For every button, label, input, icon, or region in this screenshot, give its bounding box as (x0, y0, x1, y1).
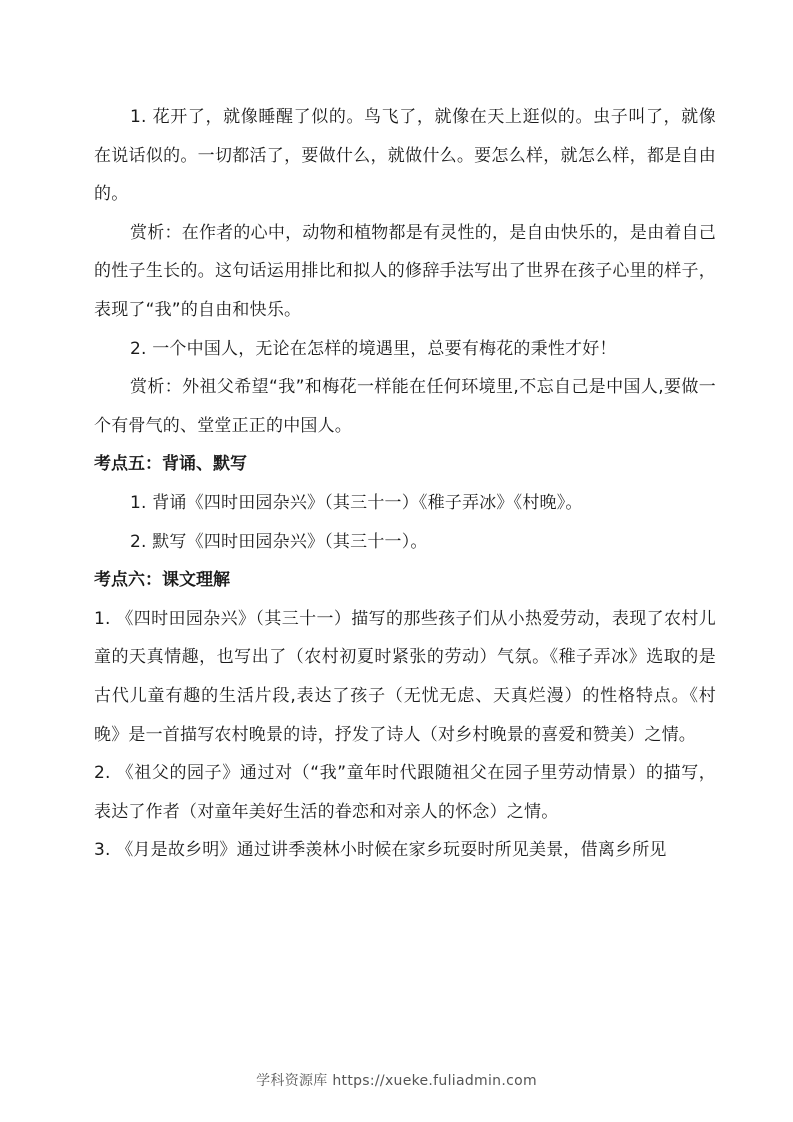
analysis-paragraph-1: 赏析：在作者的心中，动物和植物都是有灵性的，是自由快乐的，是由着自己的性子生长的。这句话运用排比和拟人的修辞手法写出了世界在孩子心里的样子，表现了“我”的自由和快乐。 (94, 222, 716, 320)
page-footer-watermark: 学科资源库 https://xueke.fuliadmin.com (256, 1073, 537, 1089)
quote-paragraph-1: 1. 花开了，就像睡醒了似的。鸟飞了，就像在天上逛似的。虫子叫了，就像在说话似的。一切都活了，要做什么，就做什么。要怎么样，就怎么样，都是自由的。 (94, 107, 716, 205)
analysis-paragraph-2: 赏析：外祖父希望“我”和梅花一样能在任何环境里,不忘自己是中国人,要做一个有骨气的、堂堂正正的中国人。 (94, 377, 716, 436)
comprehension-item-3: 3. 《月是故乡明》通过讲季羡林小时候在家乡玩耍时所见美景，借离乡所见 (94, 840, 667, 861)
quote-paragraph-2: 2. 一个中国人，无论在怎样的境遇里，总要有梅花的秉性才好！ (130, 338, 617, 359)
recite-item-1: 1. 背诵《四时田园杂兴》（其三十一）《稚子弄冰》《村晚》。 (130, 492, 583, 513)
comprehension-item-1: 1. 《四时田园杂兴》（其三十一）描写的那些孩子们从小热爱劳动，表现了农村儿童的天真情趣，也写出了（农村初夏时紧张的劳动）气氛。《稚子弄冰》选取的是古代儿童有趣的生活片段,表达了孩子（无忧无虑、天真烂漫）的性格特点。《村晚》是一首描写农村晚景的诗，抒发了诗人（对乡村晚景的喜爱和赞美）之情。 (94, 608, 716, 745)
section-heading-5: 考点五：背诵、默写 (94, 454, 247, 475)
dictation-item-2: 2. 默写《四时田园杂兴》（其三十一）。 (130, 531, 428, 552)
comprehension-item-2: 2. 《祖父的园子》通过对（“我”童年时代跟随祖父在园子里劳动情景）的描写，表达了作者（对童年美好生活的眷恋和对亲人的怀念）之情。 (94, 763, 716, 822)
section-heading-6: 考点六：课文理解 (94, 570, 230, 591)
document-body (94, 98, 716, 870)
